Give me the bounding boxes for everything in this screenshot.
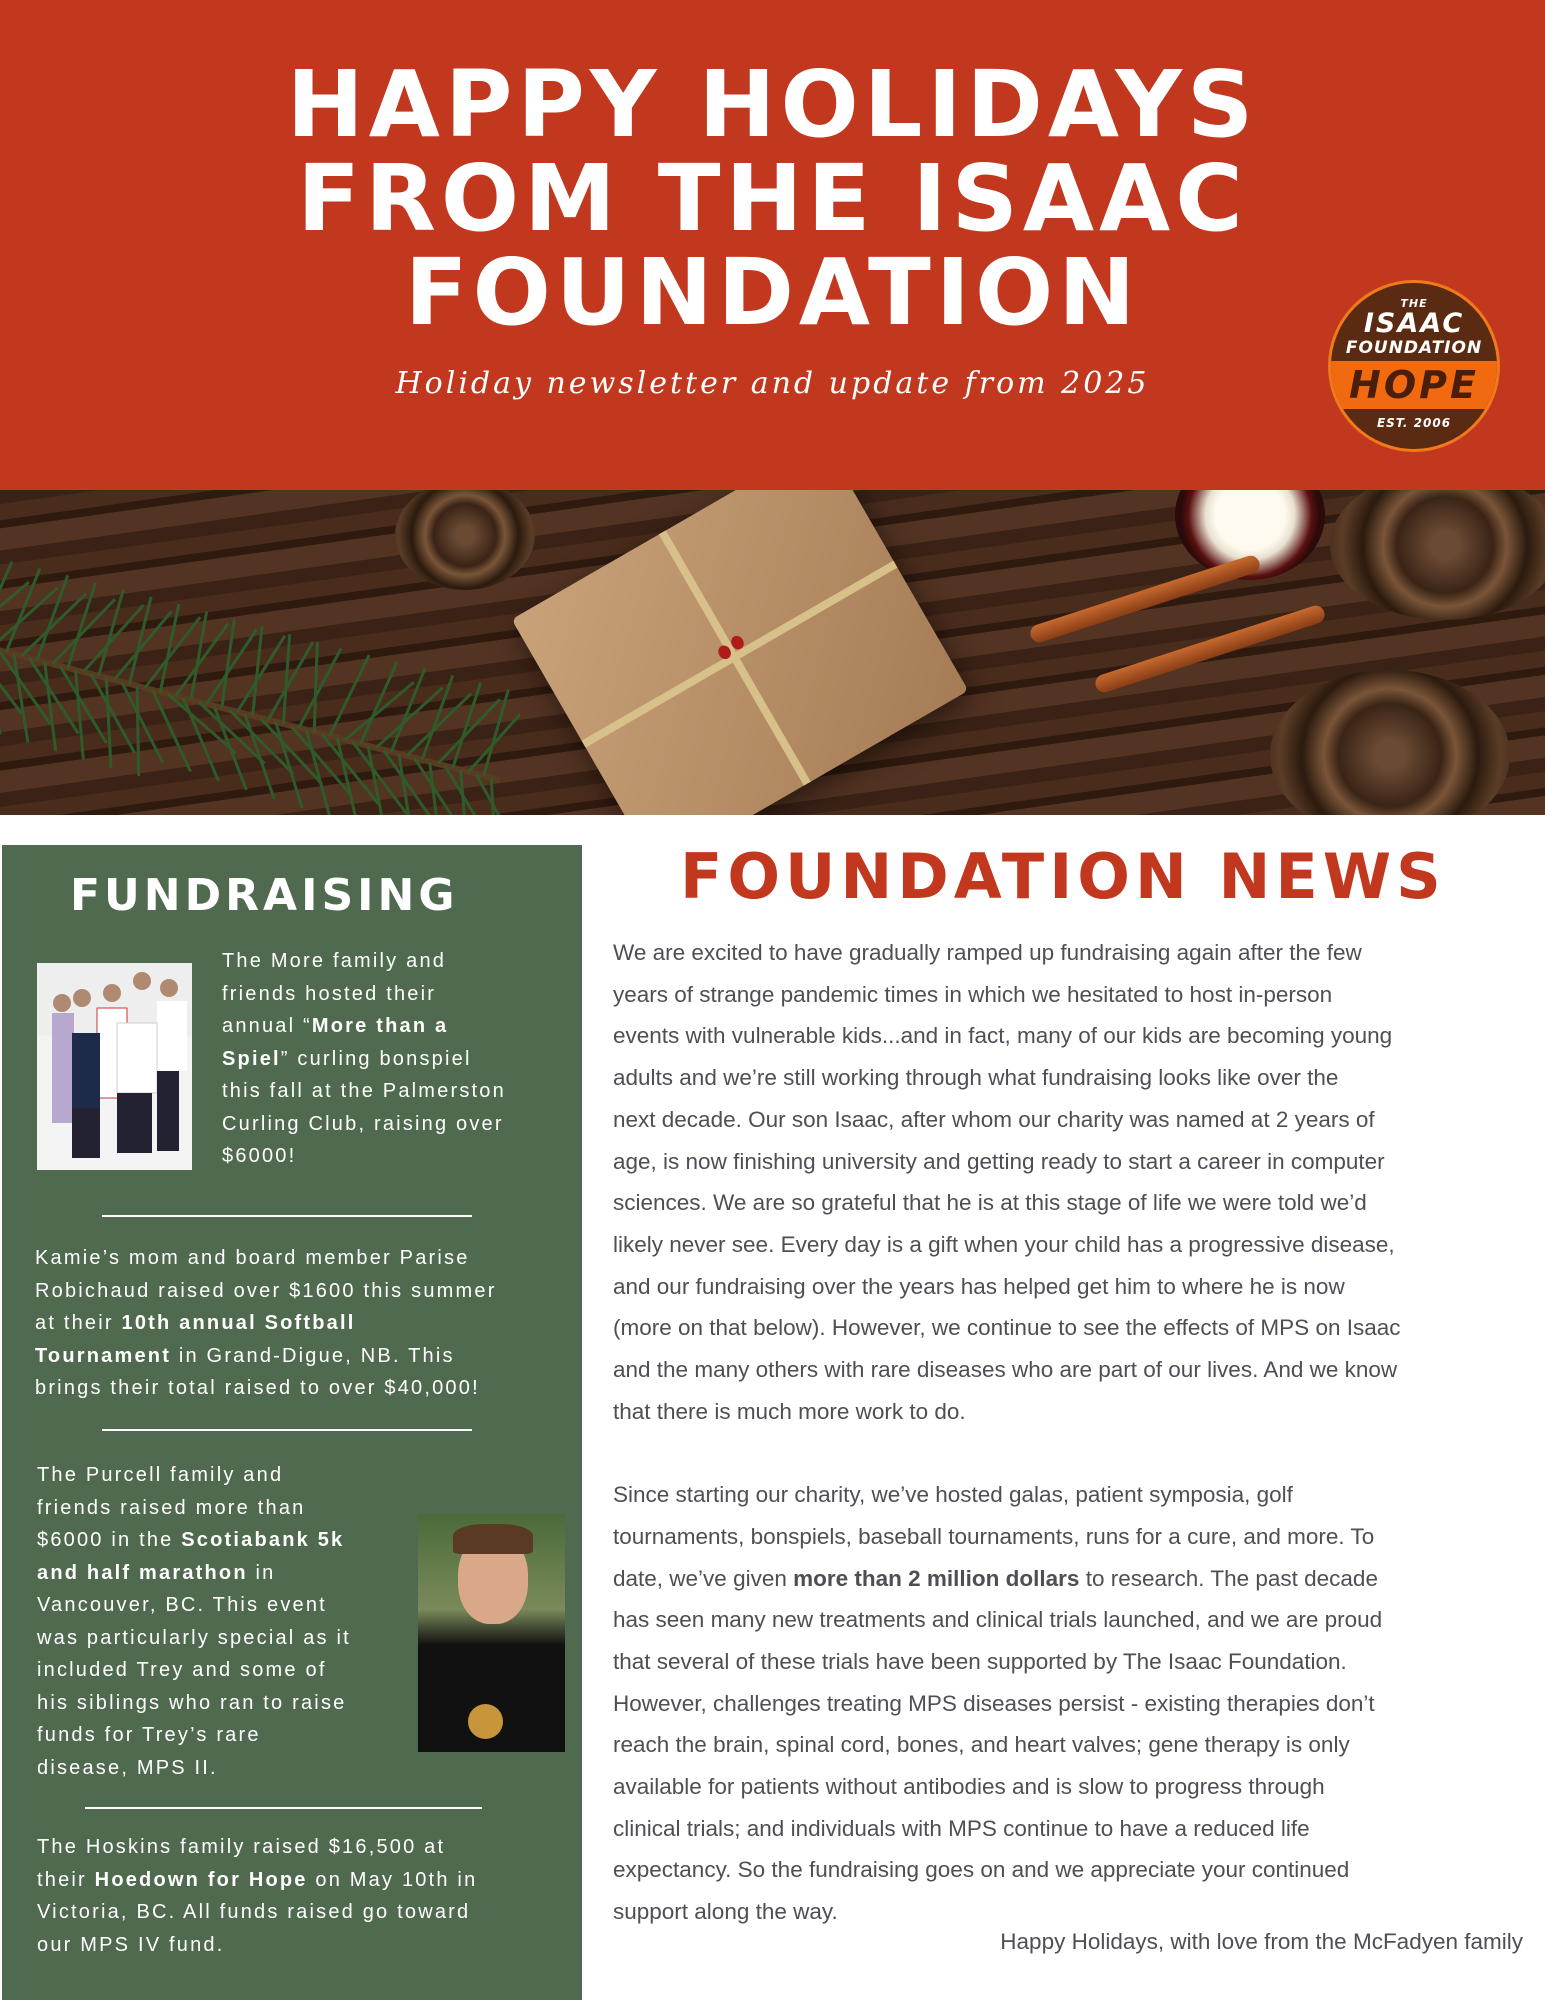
text: his siblings who ran to raise (37, 1691, 347, 1714)
subtitle: Holiday newsletter and update from 2025 (395, 366, 1150, 401)
fundraising-item-robichaud (35, 1242, 497, 1405)
text-line (613, 974, 1401, 1016)
text-line (613, 1224, 1401, 1266)
text: reach the brain, spinal cord, bones, and heart valves; gene therapy is only (613, 1732, 1350, 1758)
text-line (613, 1474, 1401, 1516)
text-line (222, 1043, 506, 1076)
fundraising-item-more-family (222, 945, 506, 1173)
text: age, is now finishing university and getting ready to start a career in computer (613, 1148, 1385, 1174)
fundraising-sidebar (2, 845, 582, 2000)
text-line (613, 1349, 1401, 1391)
bold-text: Spiel (222, 1047, 281, 1070)
text-line (222, 1075, 506, 1108)
text-line (613, 1891, 1401, 1933)
text-line (613, 1599, 1401, 1641)
text-line (37, 1831, 477, 1864)
text: Curling Club, raising over (222, 1112, 504, 1135)
people-figures (37, 963, 192, 1170)
isaac-foundation-logo (1328, 280, 1500, 452)
text: expectancy. So the fundraising goes on and we appreciate your continued (613, 1857, 1350, 1883)
text-line (37, 1524, 351, 1557)
cinnamon-stick-image (1028, 553, 1262, 644)
fundraising-heading: FUNDRAISING (70, 870, 459, 921)
text-line (37, 1654, 351, 1687)
foundation-news-body (613, 932, 1401, 1933)
text: years of strange pandemic times in which we hesitated to host in-person (613, 981, 1333, 1007)
text-line (613, 1391, 1401, 1433)
divider (102, 1429, 472, 1431)
text: (more on that below). However, we continue to see the effects of MPS on Isaac (613, 1315, 1401, 1341)
cinnamon-stick-image (1093, 603, 1327, 694)
text-line (37, 1752, 351, 1785)
title-line: FOUNDATION (404, 239, 1141, 346)
divider (102, 1215, 472, 1217)
holiday-photo-banner (0, 490, 1545, 815)
text-line (613, 1849, 1401, 1891)
text: Victoria, BC. All funds raised go toward (37, 1901, 471, 1923)
text-line (35, 1372, 497, 1405)
bold-text: Hoedown for Hope (94, 1868, 308, 1891)
bold-text: More than a (311, 1015, 449, 1037)
text: this fall at the Palmerston (222, 1080, 506, 1102)
text-line (613, 1641, 1401, 1683)
text-line (37, 1929, 477, 1962)
bold-text: 10th annual Softball (121, 1312, 356, 1334)
text: our MPS IV fund. (37, 1933, 225, 1956)
text: sciences. We are so grateful that he is at this stage of life we were told we’d (613, 1190, 1367, 1216)
text: events with vulnerable kids...and in fact, many of our kids are becoming young (613, 1023, 1393, 1049)
pinecone-image (1330, 490, 1545, 620)
text: brings their total raised to over $40,000! (35, 1377, 480, 1399)
text: was particularly special as it (37, 1626, 351, 1649)
logo-text: HOPE (1331, 361, 1497, 409)
fundraising-item-purcell (37, 1459, 351, 1784)
text: annual “ (222, 1015, 312, 1037)
pinecone-image (1270, 670, 1510, 815)
fundraising-item-hoskins (37, 1831, 477, 1961)
text: to research. The past decade (1079, 1565, 1378, 1591)
text: ” curling bonspiel (280, 1047, 472, 1070)
text-line (35, 1242, 497, 1275)
text-line (37, 1589, 351, 1622)
text: their (37, 1868, 95, 1891)
bold-text: Scotiabank 5k (181, 1529, 345, 1551)
text-line (37, 1622, 351, 1655)
text: funds for Trey’s rare (37, 1724, 261, 1746)
text-line (613, 1057, 1401, 1099)
text: $6000! (222, 1145, 297, 1167)
text-line (613, 1683, 1401, 1725)
text-line (222, 1140, 506, 1173)
text: However, challenges treating MPS diseases persist - existing therapies don’t (613, 1690, 1375, 1716)
bold-text: Tournament (35, 1344, 172, 1367)
text: The Purcell family and (37, 1464, 284, 1486)
text: tournaments, bonspiels, baseball tournaments, runs for a cure, and more. To (613, 1523, 1375, 1549)
text: in (247, 1561, 276, 1584)
logo-text: ISAAC (1363, 308, 1465, 339)
text-line (222, 1010, 506, 1043)
trey-medal-photo (418, 1514, 565, 1752)
text: at their (35, 1312, 122, 1334)
text: included Trey and some of (37, 1659, 327, 1681)
text: and our fundraising over the years has helped get him to where he is now (613, 1273, 1345, 1299)
text: in Grand-Digue, NB. This (171, 1344, 455, 1367)
text: friends hosted their (222, 982, 437, 1005)
text-line (613, 1099, 1401, 1141)
text: friends raised more than (37, 1496, 306, 1519)
text: available for patients without antibodies and is slow to progress through (613, 1774, 1325, 1800)
text-line (222, 1108, 506, 1141)
text: disease, MPS II. (37, 1756, 218, 1779)
text-line (37, 1719, 351, 1752)
curling-team-photo (37, 963, 192, 1170)
text-line (37, 1459, 351, 1492)
logo-text: THE (1400, 297, 1428, 310)
page-title (0, 51, 1545, 346)
text: that several of these trials have been supported by The Isaac Foundation. (613, 1648, 1347, 1674)
signoff: Happy Holidays, with love from the McFadyen family (1000, 1929, 1523, 1954)
text-line (613, 1558, 1401, 1600)
text-line (35, 1275, 497, 1308)
text: adults and we’re still working through what fundraising looks like over the (613, 1065, 1339, 1091)
text: Kamie’s mom and board member Parise (35, 1247, 470, 1269)
text-line (37, 1896, 477, 1929)
header-banner (0, 0, 1545, 490)
text-line (35, 1340, 497, 1373)
text: has seen many new treatments and clinical trials launched, and we are proud (613, 1607, 1383, 1633)
text-line (613, 1724, 1401, 1766)
text-line (613, 1266, 1401, 1308)
gift-box-image (512, 490, 969, 815)
text: Vancouver, BC. This event (37, 1594, 327, 1616)
text: and the many others with rare diseases who are part of our lives. And we know (613, 1357, 1398, 1383)
text-line (613, 1432, 1401, 1474)
title-line: HAPPY HOLIDAYS (286, 51, 1259, 158)
text-line (613, 1766, 1401, 1808)
bold-text: and half marathon (37, 1561, 248, 1584)
text: $6000 in the (37, 1529, 182, 1551)
text: clinical trials; and individuals with MPS continue to have a reduced life (613, 1815, 1310, 1841)
text: likely never see. Every day is a gift when your child has a progressive disease, (613, 1231, 1395, 1257)
text: on May 10th in (307, 1868, 478, 1891)
text: The Hoskins family raised $16,500 at (37, 1836, 446, 1858)
text: that there is much more work to do. (613, 1398, 966, 1424)
text-line (613, 1141, 1401, 1183)
text: support along the way. (613, 1899, 838, 1925)
text-line (37, 1687, 351, 1720)
text: next decade. Our son Isaac, after whom our charity was named at 2 years of (613, 1106, 1375, 1132)
text-line (613, 1307, 1401, 1349)
text-line (613, 1182, 1401, 1224)
text-line (613, 932, 1401, 974)
text: We are excited to have gradually ramped up fundraising again after the few (613, 940, 1362, 965)
foundation-news-heading: FOUNDATION NEWS (680, 840, 1446, 913)
text: Robichaud raised over $1600 this summer (35, 1279, 497, 1302)
logo-text: FOUNDATION (1345, 338, 1483, 358)
divider (85, 1807, 482, 1809)
text-line (222, 945, 506, 978)
text-line (37, 1557, 351, 1590)
text: Since starting our charity, we’ve hosted galas, patient symposia, golf (613, 1482, 1293, 1508)
text: date, we’ve given (613, 1565, 794, 1591)
logo-text: EST. 2006 (1376, 416, 1452, 430)
bold-text: more than 2 million dollars (793, 1565, 1080, 1591)
text-line (222, 978, 506, 1011)
text-line (37, 1864, 477, 1897)
text-line (37, 1492, 351, 1525)
text-line (613, 1015, 1401, 1057)
text-line (613, 1516, 1401, 1558)
text-line (35, 1307, 497, 1340)
title-line: FROM THE ISAAC (297, 145, 1248, 252)
text-line (613, 1808, 1401, 1850)
text: The More family and (222, 950, 447, 972)
